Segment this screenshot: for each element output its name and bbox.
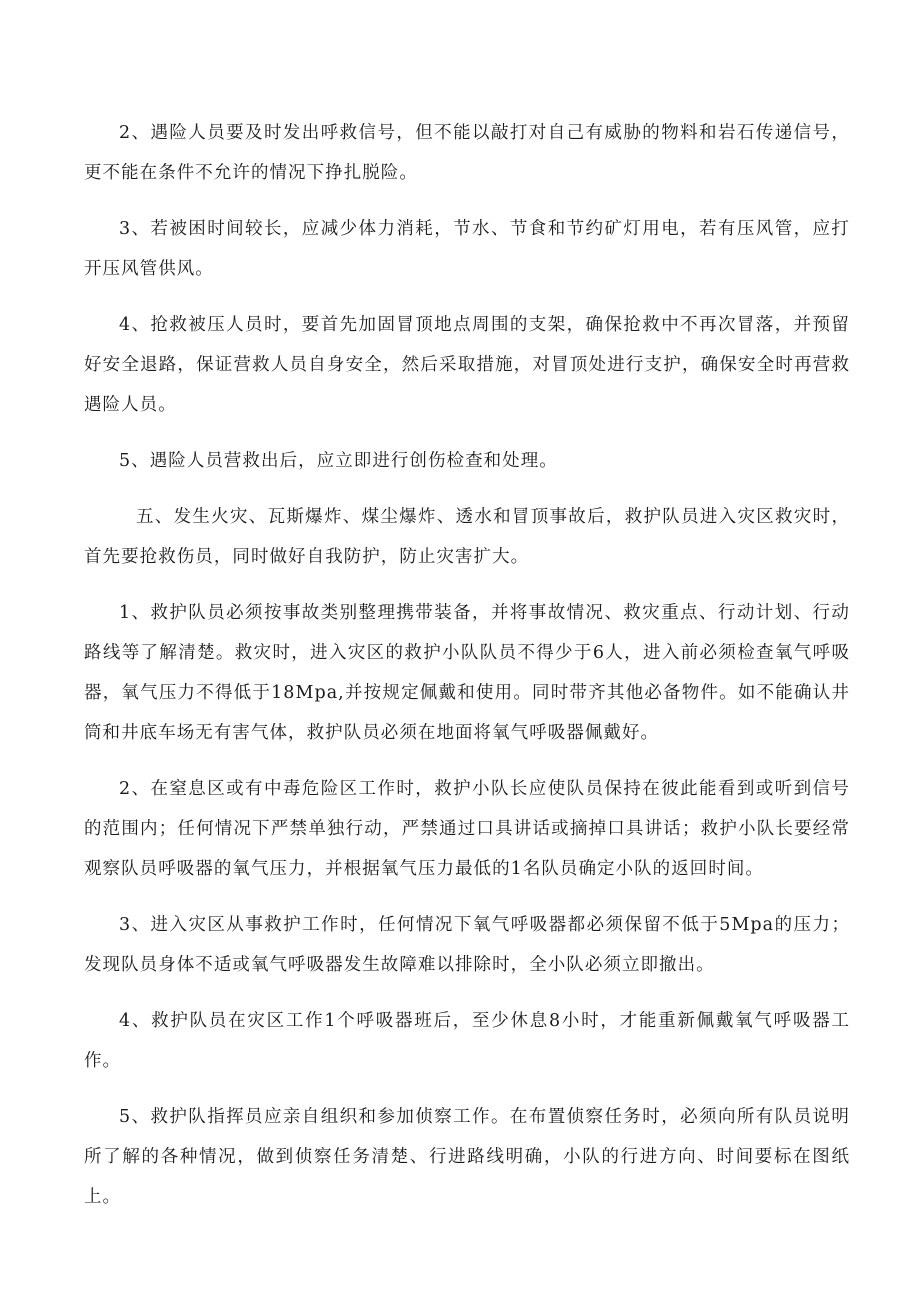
paragraph-reconnaissance: 5、救护队指挥员应亲自组织和参加侦察工作。在布置侦察任务时，必须向所有队员说明所了解的各种情况，做到侦察任务清楚、行进路线明确，小队的行进方向、时间要标在图纸上。	[84, 1107, 850, 1207]
paragraph-rescue-buried: 4、抢救被压人员时，要首先加固冒顶地点周围的支架，确保抢救中不再次冒落，并预留好安全退路，保证营救人员自身安全，然后采取措施，对冒顶处进行支护，确保安全时再营救遇险人员。	[84, 315, 850, 415]
section-heading-five: 五、发生火灾、瓦斯爆炸、煤尘爆炸、透水和冒顶事故后，救护队员进入灾区救灾时，首先要抢救伤员，同时做好自我防护，防止灾害扩大。	[84, 507, 850, 567]
paragraph-rest-period: 4、救护队员在灾区工作1个呼吸器班后，至少休息8小时，才能重新佩戴氧气呼吸器工作。	[84, 1011, 850, 1071]
paragraph-equipment: 1、救护队员必须按事故类别整理携带装备，并将事故情况、救灾重点、行动计划、行动路线等了解清楚。救灾时，进入灾区的救护小队队员不得少于6人，进入前必须检查氧气呼吸器，氧气压力不得低于18Mpa,并按规定佩戴和使用。同时带齐其他必备物件。如不能确认井筒和井底车场无有害气体，救护队员必须在地面将氧气呼吸器佩戴好。	[84, 603, 850, 743]
paragraph-injury-check: 5、遇险人员营救出后，应立即进行创伤检查和处理。	[119, 451, 558, 471]
paragraph-trapped-signal: 2、遇险人员要及时发出呼救信号，但不能以敲打对自己有威胁的物料和岩石传递信号，更不能在条件不允许的情况下挣扎脱险。	[84, 123, 850, 183]
paragraph-reduce-consumption: 3、若被困时间较长，应减少体力消耗，节水、节食和节约矿灯用电，若有压风管，应打开压风管供风。	[84, 219, 850, 279]
paragraph-pressure-reserve: 3、进入灾区从事救护工作时，任何情况下氧气呼吸器都必须保留不低于5Mpa的压力；发现队员身体不适或氧气呼吸器发生故障难以排除时，全小队必须立即撤出。	[84, 915, 850, 975]
paragraph-suffocation-zone: 2、在窒息区或有中毒危险区工作时，救护小队长应使队员保持在彼此能看到或听到信号的范围内；任何情况下严禁单独行动，严禁通过口具讲话或摘掉口具讲话；救护小队长要经常观察队员呼吸器的氧气压力，并根据氧气压力最低的1名队员确定小队的返回时间。	[84, 779, 850, 879]
document-body	[84, 113, 850, 1233]
